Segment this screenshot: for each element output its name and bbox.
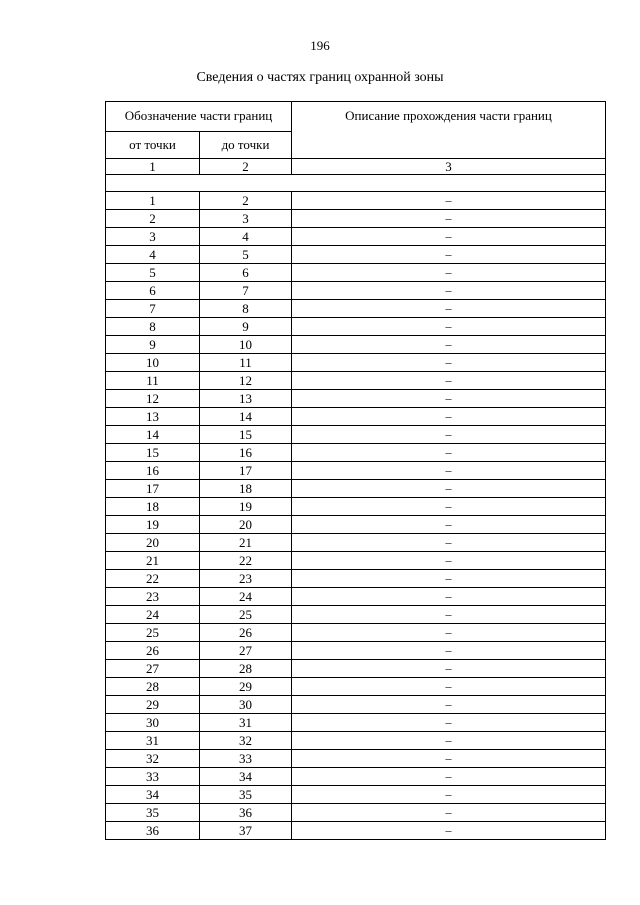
description-cell: – [292, 750, 606, 768]
from-point-cell: 5 [106, 264, 200, 282]
description-cell: – [292, 300, 606, 318]
to-point-cell: 13 [200, 390, 292, 408]
from-point-cell: 30 [106, 714, 200, 732]
from-point-cell: 19 [106, 516, 200, 534]
description-cell: – [292, 534, 606, 552]
to-point-cell: 10 [200, 336, 292, 354]
table-row [106, 822, 606, 840]
from-point-cell: 16 [106, 462, 200, 480]
table-row [106, 732, 606, 750]
from-point-cell: 36 [106, 822, 200, 840]
to-point-cell: 20 [200, 516, 292, 534]
to-point-cell: 37 [200, 822, 292, 840]
from-point-cell: 1 [106, 192, 200, 210]
table-row [106, 750, 606, 768]
from-point-cell: 8 [106, 318, 200, 336]
table-row [106, 192, 606, 210]
to-point-cell: 36 [200, 804, 292, 822]
from-point-cell: 7 [106, 300, 200, 318]
to-point-cell: 35 [200, 786, 292, 804]
table-row [106, 462, 606, 480]
to-point-cell: 6 [200, 264, 292, 282]
to-point-cell: 15 [200, 426, 292, 444]
from-point-cell: 11 [106, 372, 200, 390]
description-cell: – [292, 354, 606, 372]
table-row [106, 588, 606, 606]
to-point-cell: 24 [200, 588, 292, 606]
to-point-cell: 27 [200, 642, 292, 660]
to-point-cell: 5 [200, 246, 292, 264]
from-point-cell: 20 [106, 534, 200, 552]
from-point-cell: 24 [106, 606, 200, 624]
from-point-cell: 23 [106, 588, 200, 606]
column-number: 1 [106, 159, 200, 175]
from-point-cell: 32 [106, 750, 200, 768]
table-row [106, 210, 606, 228]
from-point-cell: 27 [106, 660, 200, 678]
from-point-cell: 18 [106, 498, 200, 516]
designation-header: Обозначение части границ [106, 102, 292, 132]
table-row [106, 498, 606, 516]
to-point-cell: 19 [200, 498, 292, 516]
description-cell: – [292, 552, 606, 570]
from-point-cell: 31 [106, 732, 200, 750]
table-row [106, 678, 606, 696]
from-point-cell: 15 [106, 444, 200, 462]
from-point-cell: 3 [106, 228, 200, 246]
table-row [106, 516, 606, 534]
column-number: 2 [200, 159, 292, 175]
to-point-cell: 21 [200, 534, 292, 552]
to-point-cell: 11 [200, 354, 292, 372]
to-point-header: до точки [200, 131, 292, 158]
to-point-cell: 7 [200, 282, 292, 300]
to-point-cell: 12 [200, 372, 292, 390]
to-point-cell: 31 [200, 714, 292, 732]
table-row [106, 480, 606, 498]
to-point-cell: 33 [200, 750, 292, 768]
to-point-cell: 9 [200, 318, 292, 336]
table-row [106, 714, 606, 732]
description-cell: – [292, 390, 606, 408]
table-row [106, 570, 606, 588]
table-row [106, 642, 606, 660]
to-point-cell: 4 [200, 228, 292, 246]
to-point-cell: 16 [200, 444, 292, 462]
description-cell: – [292, 588, 606, 606]
table-body [106, 192, 606, 840]
description-cell: – [292, 246, 606, 264]
description-cell: – [292, 786, 606, 804]
boundary-table [105, 101, 606, 840]
from-point-cell: 14 [106, 426, 200, 444]
table-row [106, 390, 606, 408]
description-cell: – [292, 714, 606, 732]
description-cell: – [292, 426, 606, 444]
table-row [106, 786, 606, 804]
document-title: Сведения о частях границ охранной зоны [196, 70, 444, 85]
to-point-cell: 29 [200, 678, 292, 696]
description-cell: – [292, 660, 606, 678]
table-row [106, 804, 606, 822]
description-cell: – [292, 228, 606, 246]
table-row [106, 228, 606, 246]
spacer-row [106, 175, 606, 192]
to-point-cell: 28 [200, 660, 292, 678]
table-row [106, 624, 606, 642]
page-number: 196 [310, 38, 330, 53]
table-row [106, 336, 606, 354]
to-point-cell: 17 [200, 462, 292, 480]
table-row [106, 426, 606, 444]
to-point-cell: 2 [200, 192, 292, 210]
from-point-cell: 28 [106, 678, 200, 696]
column-number: 3 [292, 159, 606, 175]
table-row [106, 246, 606, 264]
table-row [106, 318, 606, 336]
table-row [106, 696, 606, 714]
description-cell: – [292, 408, 606, 426]
table-row [106, 534, 606, 552]
description-cell: – [292, 462, 606, 480]
table-header-row [106, 102, 606, 132]
to-point-cell: 34 [200, 768, 292, 786]
to-point-cell: 26 [200, 624, 292, 642]
description-cell: – [292, 210, 606, 228]
from-point-cell: 21 [106, 552, 200, 570]
table-row [106, 372, 606, 390]
from-point-cell: 26 [106, 642, 200, 660]
table-row [106, 300, 606, 318]
table-row [106, 444, 606, 462]
from-point-cell: 10 [106, 354, 200, 372]
description-cell: – [292, 732, 606, 750]
table-row [106, 264, 606, 282]
table-row [106, 660, 606, 678]
description-cell: – [292, 624, 606, 642]
description-cell: – [292, 282, 606, 300]
from-point-cell: 34 [106, 786, 200, 804]
to-point-cell: 22 [200, 552, 292, 570]
description-header: Описание прохождения части границ [292, 102, 606, 159]
table-row [106, 408, 606, 426]
column-number-row [106, 159, 606, 175]
from-point-header: от точки [106, 131, 200, 158]
to-point-cell: 8 [200, 300, 292, 318]
from-point-cell: 13 [106, 408, 200, 426]
from-point-cell: 33 [106, 768, 200, 786]
from-point-cell: 12 [106, 390, 200, 408]
description-cell: – [292, 570, 606, 588]
description-cell: – [292, 372, 606, 390]
to-point-cell: 25 [200, 606, 292, 624]
from-point-cell: 35 [106, 804, 200, 822]
to-point-cell: 18 [200, 480, 292, 498]
to-point-cell: 32 [200, 732, 292, 750]
description-cell: – [292, 822, 606, 840]
from-point-cell: 9 [106, 336, 200, 354]
from-point-cell: 25 [106, 624, 200, 642]
description-cell: – [292, 480, 606, 498]
description-cell: – [292, 768, 606, 786]
from-point-cell: 2 [106, 210, 200, 228]
table-row [106, 552, 606, 570]
description-cell: – [292, 498, 606, 516]
from-point-cell: 4 [106, 246, 200, 264]
to-point-cell: 3 [200, 210, 292, 228]
table-row [106, 768, 606, 786]
from-point-cell: 17 [106, 480, 200, 498]
table-row [106, 606, 606, 624]
description-cell: – [292, 642, 606, 660]
from-point-cell: 29 [106, 696, 200, 714]
table-row [106, 282, 606, 300]
description-cell: – [292, 264, 606, 282]
to-point-cell: 14 [200, 408, 292, 426]
description-cell: – [292, 678, 606, 696]
from-point-cell: 6 [106, 282, 200, 300]
description-cell: – [292, 318, 606, 336]
description-cell: – [292, 696, 606, 714]
to-point-cell: 23 [200, 570, 292, 588]
to-point-cell: 30 [200, 696, 292, 714]
description-cell: – [292, 516, 606, 534]
description-cell: – [292, 444, 606, 462]
description-cell: – [292, 804, 606, 822]
description-cell: – [292, 336, 606, 354]
from-point-cell: 22 [106, 570, 200, 588]
table-row [106, 354, 606, 372]
description-cell: – [292, 606, 606, 624]
description-cell: – [292, 192, 606, 210]
spacer-cell [106, 175, 606, 192]
